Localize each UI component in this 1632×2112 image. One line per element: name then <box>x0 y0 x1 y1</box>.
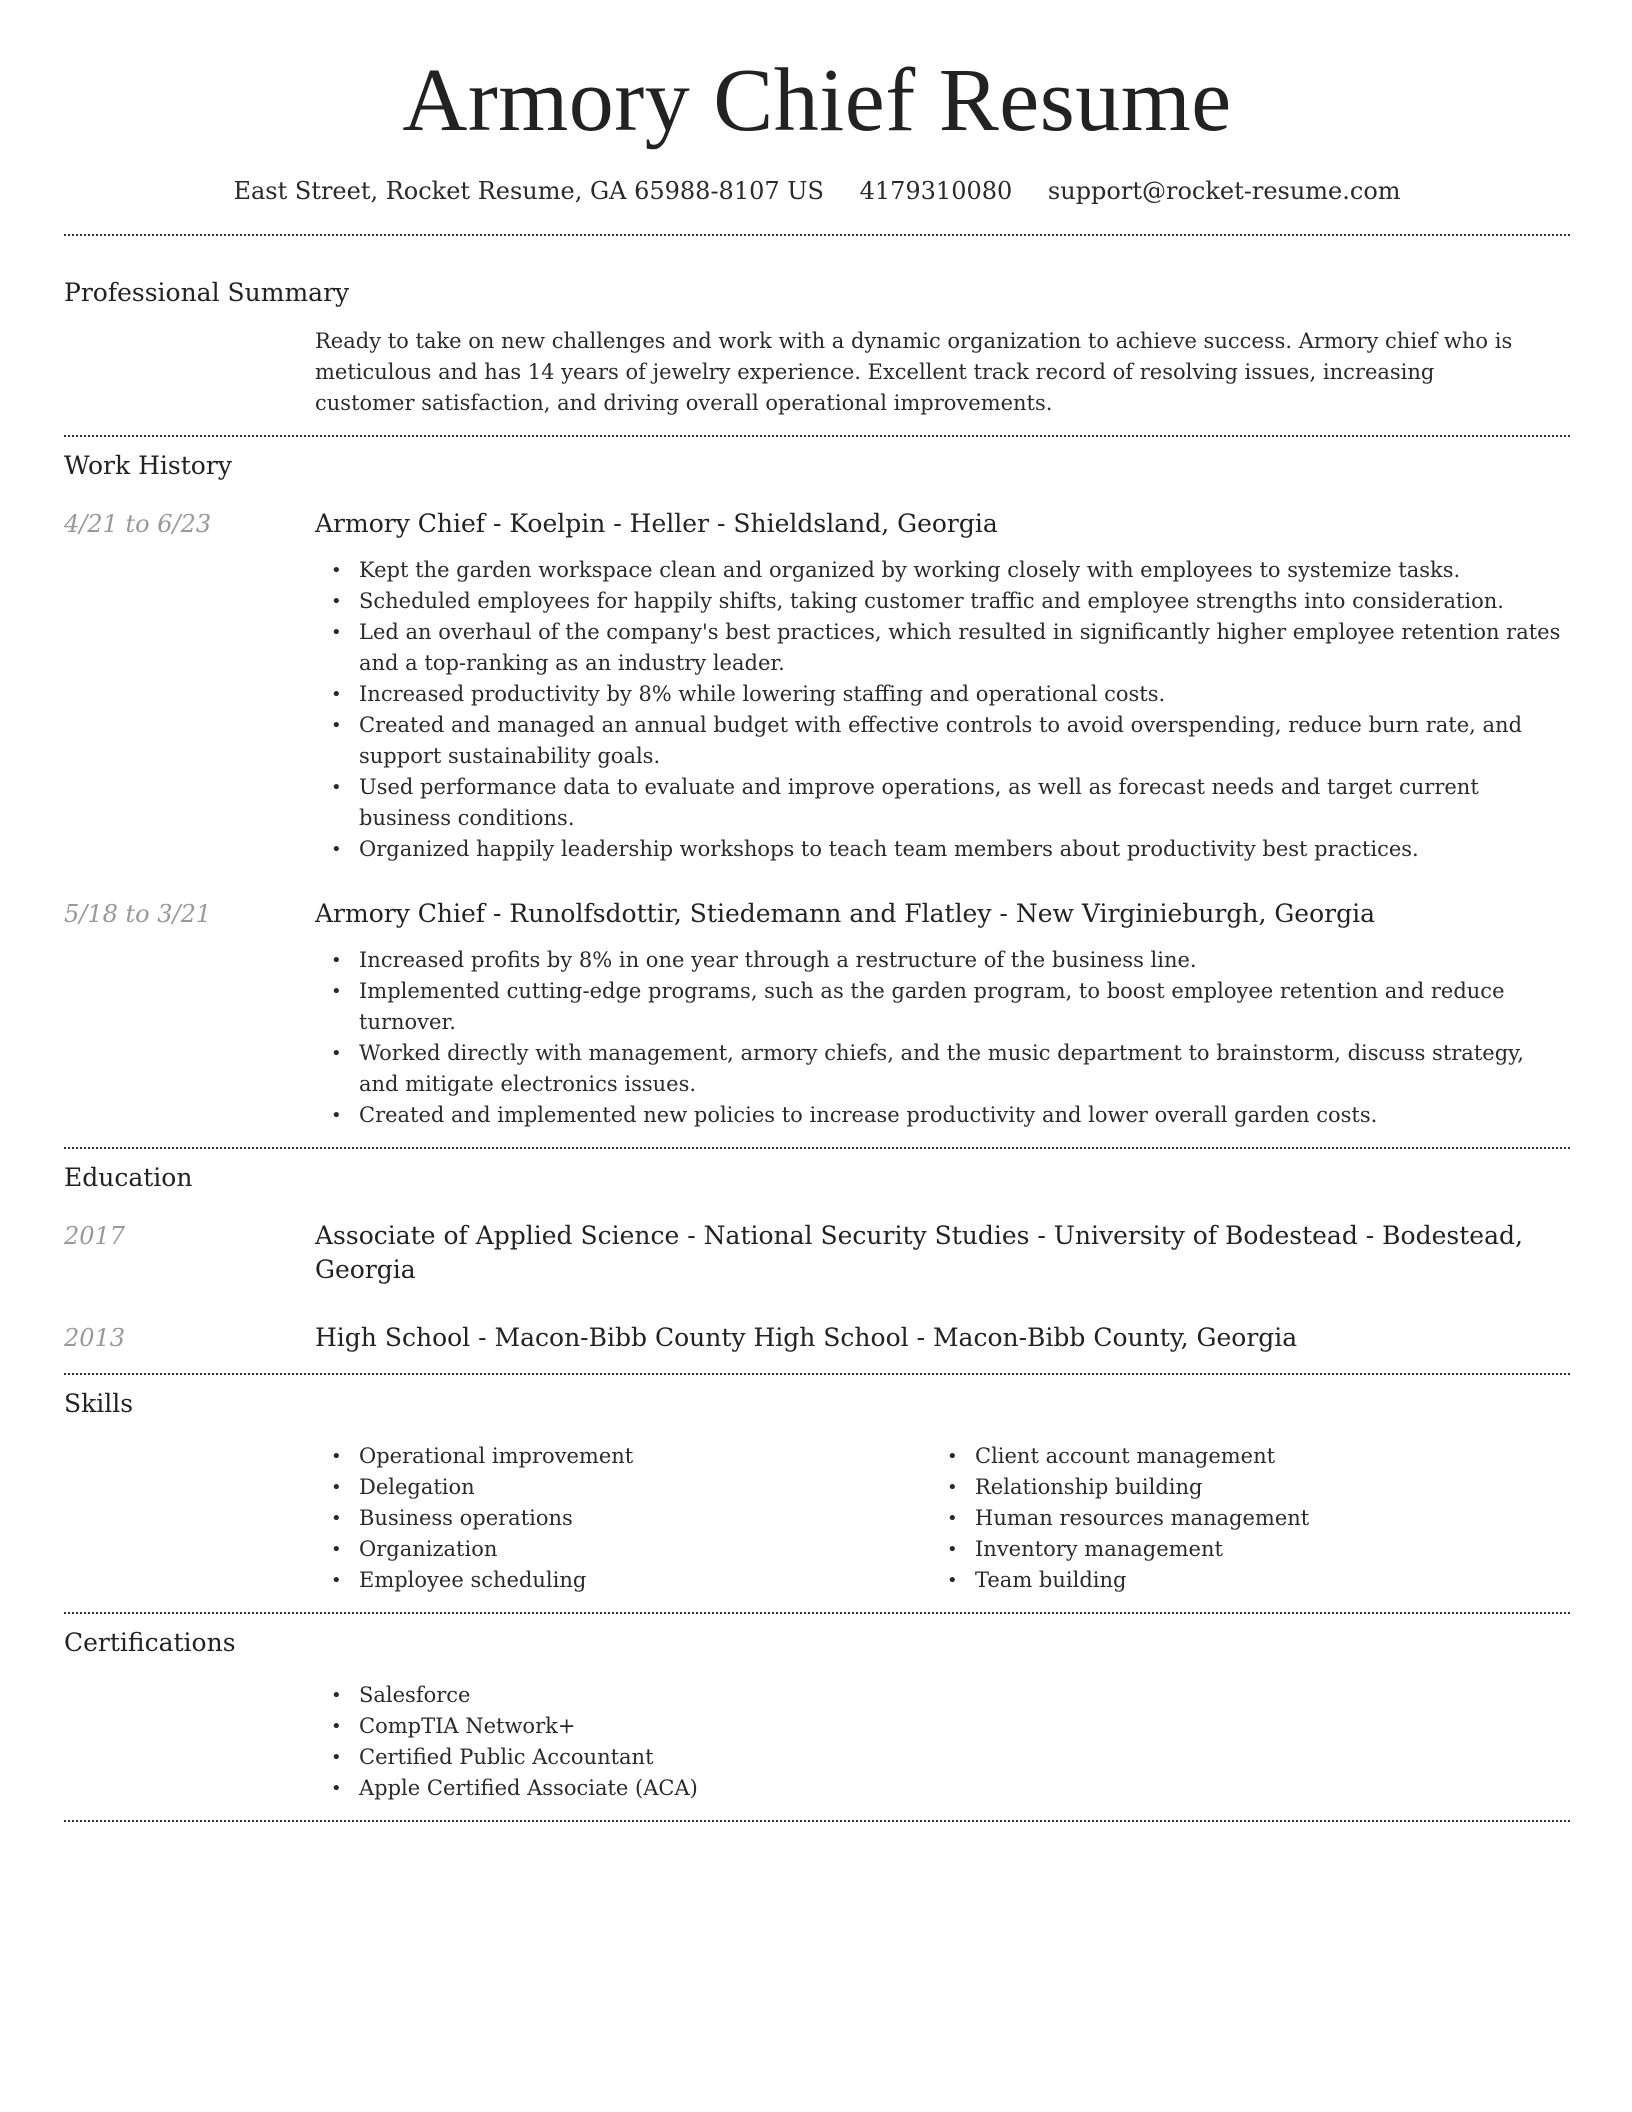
education-text: Associate of Applied Science - National Security Studies - University of Bodestead - Bodestead, Georgia <box>315 1221 1523 1284</box>
divider <box>64 234 1570 236</box>
list-item: • Certified Public Accountant <box>315 1742 1570 1773</box>
job-entry <box>64 897 1570 1131</box>
section-title-skills: Skills <box>64 1389 134 1418</box>
education-entry <box>64 1219 1570 1287</box>
list-item: • Implemented cutting-edge programs, such as the garden program, to boost employee retention and reduce turnover. <box>315 976 1570 1038</box>
summary-text: Ready to take on new challenges and work with a dynamic organization to achieve success. Armory chief who is meticulous and has 14 years of jewelry experience. Excellent track record of resolving issues, increasing customer satisfaction, and driving overall operational improvements. <box>315 329 1513 415</box>
list-item: • Delegation <box>315 1472 931 1503</box>
list-item: • Used performance data to evaluate and improve operations, as well as forecast needs and target current business conditions. <box>315 772 1570 834</box>
certifications-list <box>315 1680 1570 1804</box>
resume-name: Armory Chief Resume <box>402 51 1232 150</box>
list-item: • Worked directly with management, armory chiefs, and the music department to brainstorm, discuss strategy, and mitigate electronics issues. <box>315 1038 1570 1100</box>
section-title-summary: Professional Summary <box>64 278 350 307</box>
contact-line <box>64 174 1570 208</box>
work-section <box>64 449 1570 1131</box>
job-bullets <box>315 945 1570 1131</box>
list-item: • Operational improvement <box>315 1441 931 1472</box>
list-item: • Relationship building <box>931 1472 1309 1503</box>
divider <box>64 1612 1570 1614</box>
list-item: • Business operations <box>315 1503 931 1534</box>
education-year: 2017 <box>64 1222 126 1250</box>
section-title-certifications: Certifications <box>64 1628 236 1657</box>
divider <box>64 435 1570 437</box>
divider <box>64 1147 1570 1149</box>
list-item: • Created and implemented new policies to increase productivity and lower overall garden costs. <box>315 1100 1570 1131</box>
list-item: • Apple Certified Associate (ACA) <box>315 1773 1570 1804</box>
job-title: Armory Chief - Runolfsdottir, Stiedemann and Flatley - New Virginieburgh, Georgia <box>315 899 1376 928</box>
section-title-education: Education <box>64 1163 193 1192</box>
list-item: • Increased profits by 8% in one year through a restructure of the business line. <box>315 945 1570 976</box>
list-item: • Inventory management <box>931 1534 1309 1565</box>
job-dates: 4/21 to 6/23 <box>64 510 212 538</box>
list-item: • Created and managed an annual budget with effective controls to avoid overspending, reduce burn rate, and support sustainability goals. <box>315 710 1570 772</box>
resume-page <box>64 0 1570 1822</box>
job-dates: 5/18 to 3/21 <box>64 900 212 928</box>
contact-phone: 4179310080 <box>859 177 1013 205</box>
job-entry <box>64 507 1570 865</box>
job-bullets <box>315 555 1570 865</box>
education-text: High School - Macon-Bibb County High School - Macon-Bibb County, Georgia <box>315 1323 1298 1352</box>
education-entry <box>64 1321 1570 1355</box>
list-item: • Human resources management <box>931 1503 1309 1534</box>
list-item: • Kept the garden workspace clean and organized by working closely with employees to systemize tasks. <box>315 555 1570 586</box>
skills-list-left <box>315 1441 931 1596</box>
summary-section <box>64 276 1570 419</box>
list-item: • Increased productivity by 8% while lowering staffing and operational costs. <box>315 679 1570 710</box>
skills-list-right <box>931 1441 1309 1596</box>
list-item: • Led an overhaul of the company's best practices, which resulted in significantly higher employee retention rates and a top-ranking as an industry leader. <box>315 617 1570 679</box>
list-item: • Scheduled employees for happily shifts, taking customer traffic and employee strengths into consideration. <box>315 586 1570 617</box>
contact-address: East Street, Rocket Resume, GA 65988-8107 US <box>233 177 824 205</box>
job-title: Armory Chief - Koelpin - Heller - Shieldsland, Georgia <box>315 509 998 538</box>
list-item: • Client account management <box>931 1441 1309 1472</box>
list-item: • Organized happily leadership workshops to teach team members about productivity best practices. <box>315 834 1570 865</box>
education-year: 2013 <box>64 1324 126 1352</box>
certifications-section <box>64 1626 1570 1804</box>
divider <box>64 1373 1570 1375</box>
divider <box>64 1820 1570 1822</box>
section-title-work: Work History <box>64 451 232 480</box>
list-item: • Employee scheduling <box>315 1565 931 1596</box>
list-item: • Organization <box>315 1534 931 1565</box>
list-item: • Team building <box>931 1565 1309 1596</box>
education-section <box>64 1161 1570 1355</box>
list-item: • Salesforce <box>315 1680 1570 1711</box>
contact-email: support@rocket-resume.com <box>1047 177 1401 205</box>
list-item: • CompTIA Network+ <box>315 1711 1570 1742</box>
skills-section <box>64 1387 1570 1596</box>
